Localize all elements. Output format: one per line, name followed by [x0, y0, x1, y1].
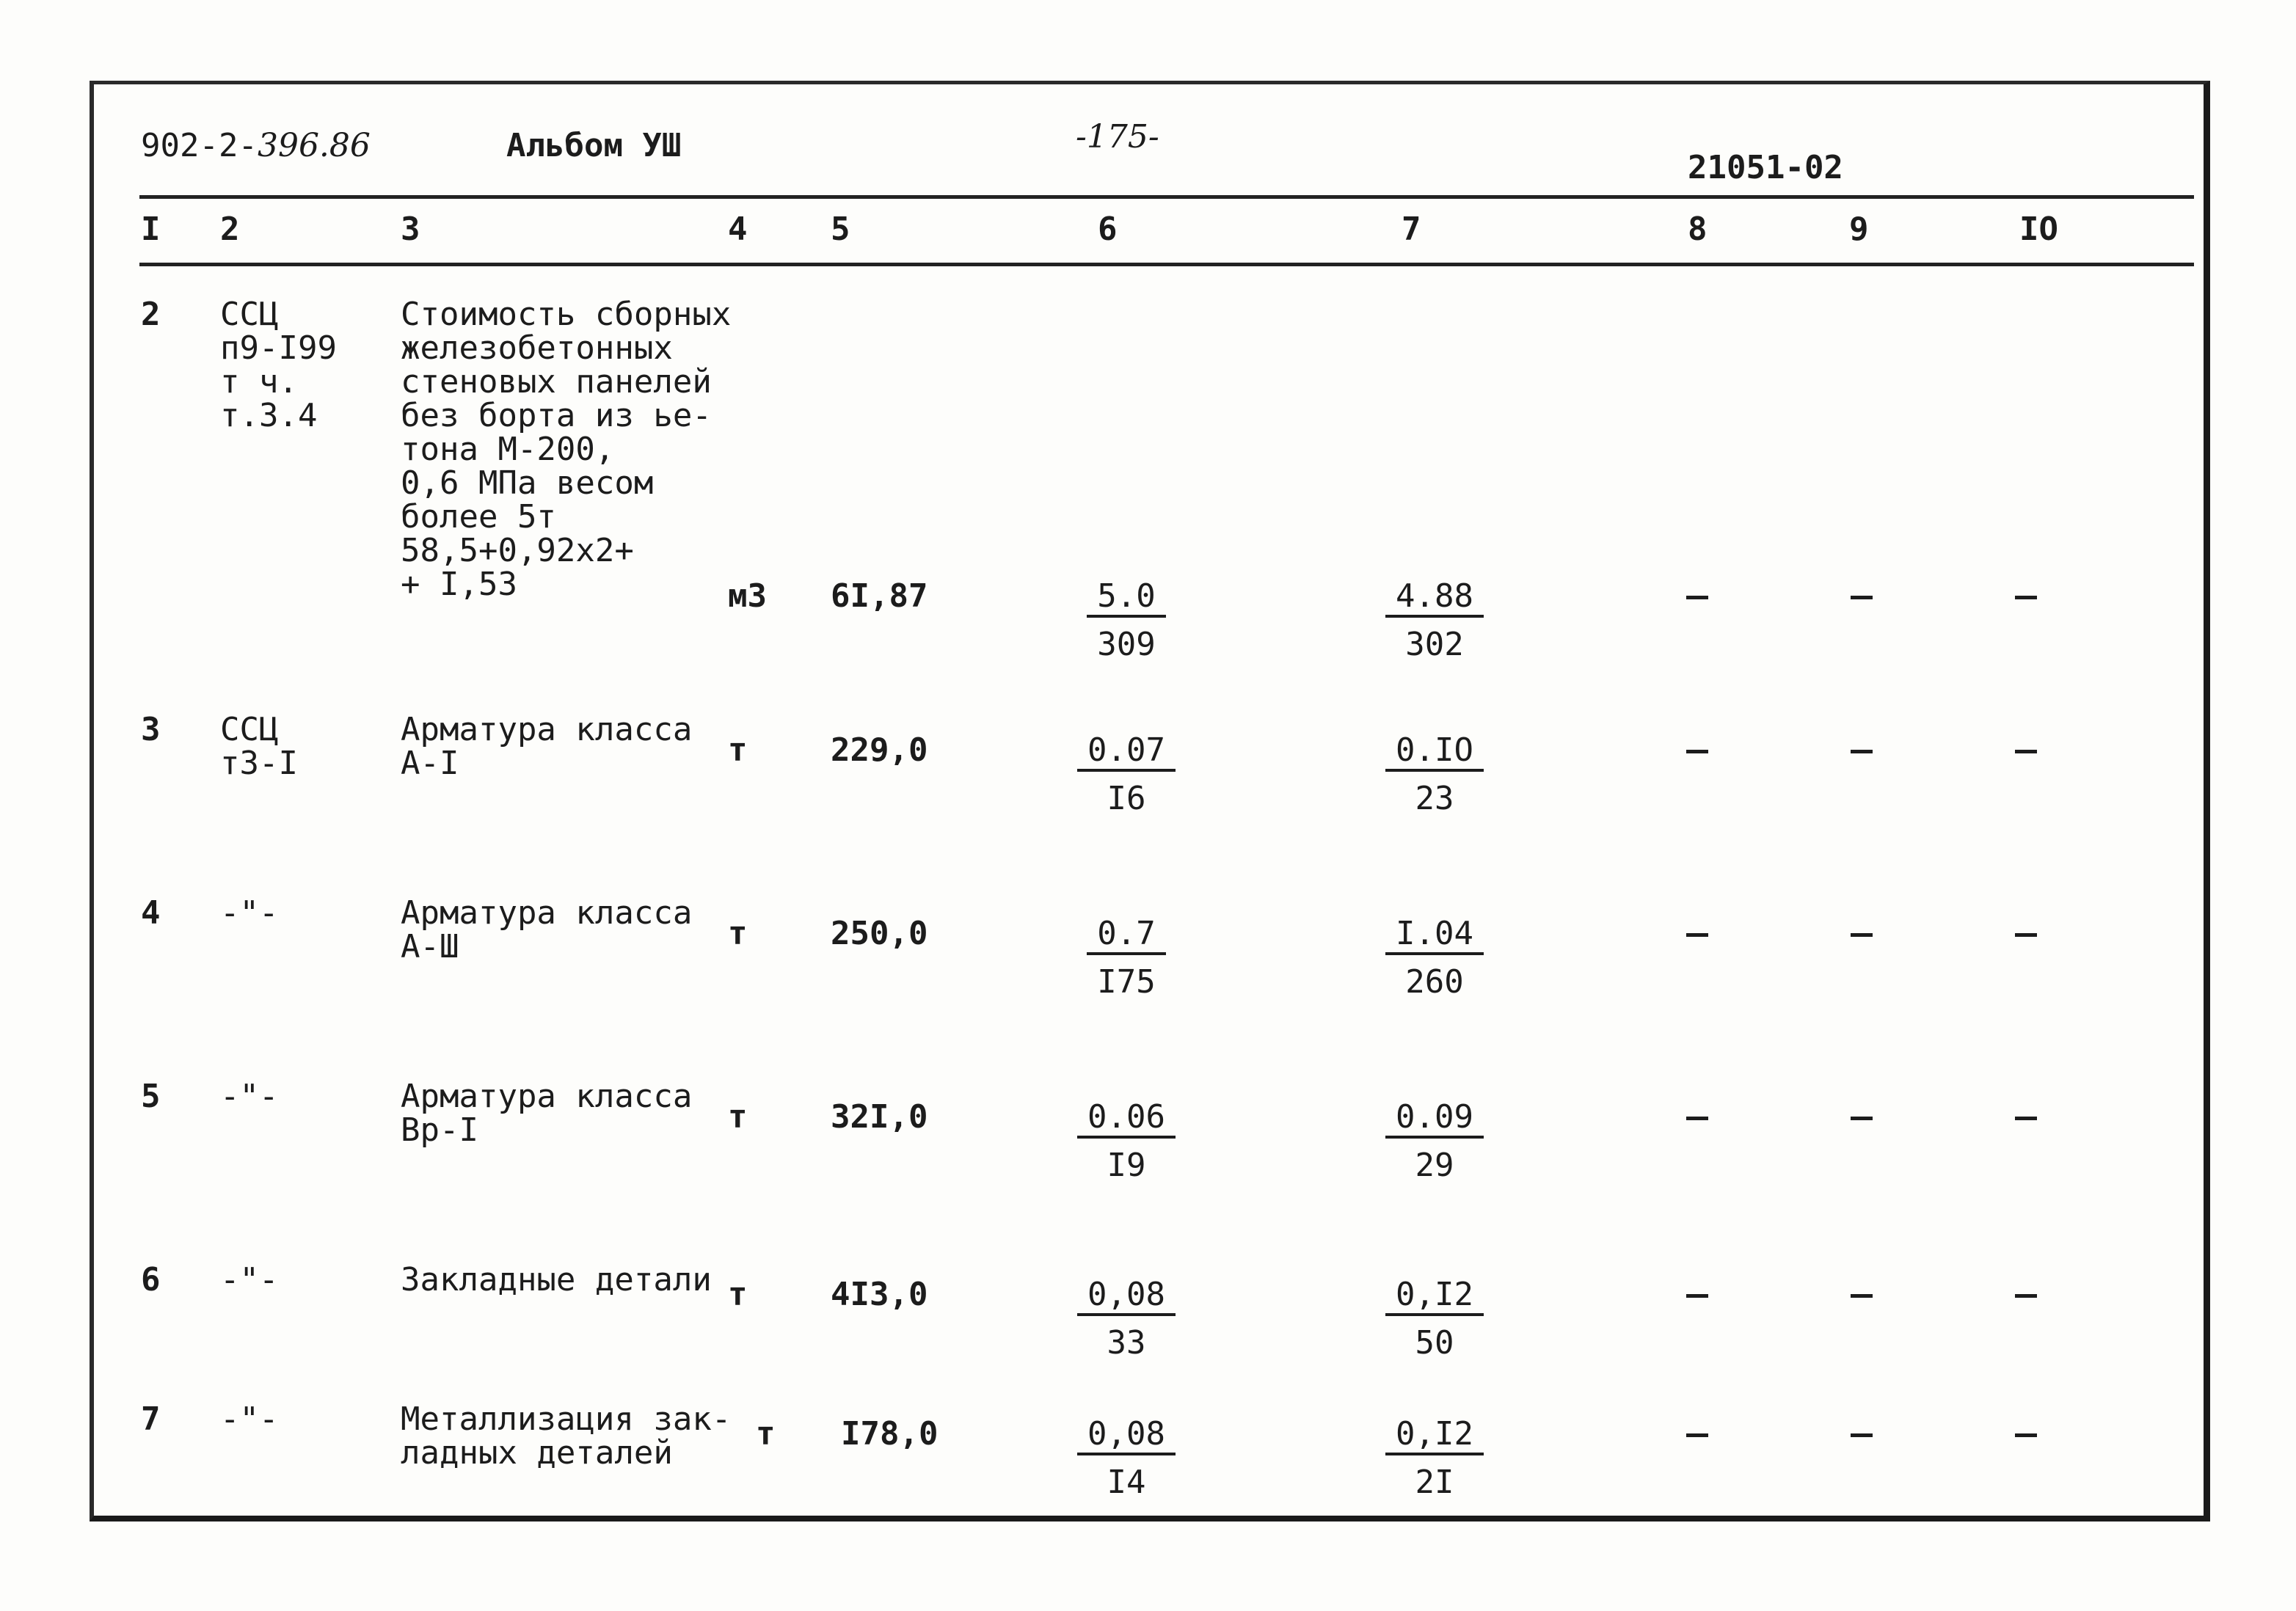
empty-cell-dash — [1851, 596, 1873, 599]
column-header-5: 5 — [831, 211, 850, 248]
fraction-c7 — [1365, 577, 1504, 663]
fraction-c6 — [1057, 731, 1196, 817]
empty-cell-dash — [1686, 1294, 1708, 1298]
column-header-1: I — [141, 211, 161, 248]
header-top-rule — [139, 195, 2194, 199]
unit-price: I78,0 — [841, 1415, 939, 1453]
empty-cell-dash — [1686, 750, 1708, 753]
empty-cell-dash — [2015, 750, 2037, 753]
fraction-denominator: 50 — [1415, 1324, 1454, 1362]
column-header-8: 8 — [1688, 211, 1708, 248]
unit-price: 6I,87 — [831, 577, 928, 615]
item-description: Стоимость сборных железобетонных стеновых панелей без борта из ье- тона М-200, 0,6 МПа весом более 5т 58,5+0,92х2+ + I,53 — [401, 296, 732, 603]
item-description: Арматура класса А-Ш — [401, 894, 693, 965]
unit-price: 4I3,0 — [831, 1276, 928, 1313]
unit: т — [728, 1098, 748, 1136]
fraction-denominator: 33 — [1107, 1324, 1146, 1362]
fraction-numerator: 4.88 — [1385, 580, 1484, 618]
fraction-numerator: 0,I2 — [1385, 1417, 1484, 1455]
item-description: Арматура класса Вр-I — [401, 1078, 693, 1149]
item-description: Металлизация зак- ладных деталей — [401, 1400, 732, 1472]
empty-cell-dash — [1851, 750, 1873, 753]
album-title: Альбом УШ — [506, 127, 682, 164]
column-header-10: IO — [2019, 211, 2058, 248]
fraction-denominator: I9 — [1107, 1147, 1146, 1184]
empty-cell-dash — [2015, 596, 2037, 599]
row-number: 6 — [141, 1261, 161, 1298]
reference-code: ССЦ п9-I99 т ч. т.3.4 — [220, 296, 337, 434]
empty-cell-dash — [2015, 1433, 2037, 1437]
reference-code: -"- — [220, 1261, 279, 1298]
fraction-denominator: 23 — [1415, 780, 1454, 817]
fraction-numerator: 0.7 — [1087, 917, 1165, 955]
fraction-c7 — [1365, 917, 1504, 999]
column-header-3: 3 — [401, 211, 420, 248]
reference-code: -"- — [220, 894, 279, 932]
empty-cell-dash — [1686, 933, 1708, 937]
fraction-numerator: 0.06 — [1077, 1100, 1176, 1139]
fraction-numerator: 0.07 — [1077, 734, 1176, 772]
fraction-c6 — [1057, 1278, 1196, 1360]
item-description: Арматура класса А-I — [401, 711, 693, 782]
fraction-denominator: 29 — [1415, 1147, 1454, 1184]
fraction-c6 — [1057, 577, 1196, 663]
fraction-c7 — [1365, 1278, 1504, 1360]
empty-cell-dash — [1851, 933, 1873, 937]
unit-price: 250,0 — [831, 915, 928, 952]
empty-cell-dash — [2015, 1294, 2037, 1298]
fraction-c6 — [1057, 917, 1196, 999]
fraction-denominator: 2I — [1415, 1464, 1454, 1501]
fraction-numerator: 0,08 — [1077, 1417, 1176, 1455]
unit: т — [728, 1276, 748, 1313]
unit: т — [728, 731, 748, 769]
fraction-denominator: 302 — [1405, 626, 1464, 663]
document-code-printed: 902-2- — [141, 127, 258, 164]
unit-price: 32I,0 — [831, 1098, 928, 1136]
empty-cell-dash — [1851, 1117, 1873, 1120]
column-header-7: 7 — [1402, 211, 1421, 248]
fraction-c7 — [1365, 1417, 1504, 1499]
row-number: 7 — [141, 1400, 161, 1438]
fraction-c6 — [1057, 1417, 1196, 1499]
stamp-number: 21051-02 — [1688, 149, 1843, 186]
header-bottom-rule — [139, 263, 2194, 266]
row-number: 3 — [141, 711, 161, 748]
empty-cell-dash — [2015, 933, 2037, 937]
document-code — [141, 129, 371, 163]
empty-cell-dash — [2015, 1117, 2037, 1120]
unit: т — [728, 915, 748, 952]
fraction-denominator: 309 — [1097, 626, 1156, 663]
fraction-denominator: I6 — [1107, 780, 1146, 817]
row-number: 2 — [141, 296, 161, 333]
fraction-denominator: I4 — [1107, 1464, 1146, 1501]
row-number: 4 — [141, 894, 161, 932]
fraction-numerator: 0,08 — [1077, 1278, 1176, 1316]
column-header-2: 2 — [220, 211, 240, 248]
fraction-numerator: 0.IO — [1385, 734, 1484, 772]
unit: м3 — [728, 577, 767, 615]
fraction-numerator: 5.0 — [1087, 580, 1165, 618]
empty-cell-dash — [1686, 1433, 1708, 1437]
column-header-9: 9 — [1849, 211, 1869, 248]
document-code-handwritten: 396.86 — [257, 127, 371, 164]
unit: т — [756, 1415, 776, 1453]
reference-code: ССЦ т3-I — [220, 711, 298, 782]
fraction-c7 — [1365, 1100, 1504, 1183]
reference-code: -"- — [220, 1400, 279, 1438]
empty-cell-dash — [1851, 1433, 1873, 1437]
fraction-c7 — [1365, 731, 1504, 817]
fraction-denominator: 260 — [1405, 963, 1464, 1001]
row-number: 5 — [141, 1078, 161, 1115]
page-number: -175- — [1076, 118, 1159, 156]
fraction-c6 — [1057, 1100, 1196, 1183]
empty-cell-dash — [1686, 1117, 1708, 1120]
empty-cell-dash — [1686, 596, 1708, 599]
column-header-6: 6 — [1098, 211, 1118, 248]
fraction-numerator: 0,I2 — [1385, 1278, 1484, 1316]
fraction-denominator: I75 — [1097, 963, 1156, 1001]
item-description: Закладные детали — [401, 1261, 712, 1298]
unit-price: 229,0 — [831, 731, 928, 769]
column-header-4: 4 — [728, 211, 748, 248]
fraction-numerator: I.04 — [1385, 917, 1484, 955]
empty-cell-dash — [1851, 1294, 1873, 1298]
fraction-numerator: 0.09 — [1385, 1100, 1484, 1139]
reference-code: -"- — [220, 1078, 279, 1115]
